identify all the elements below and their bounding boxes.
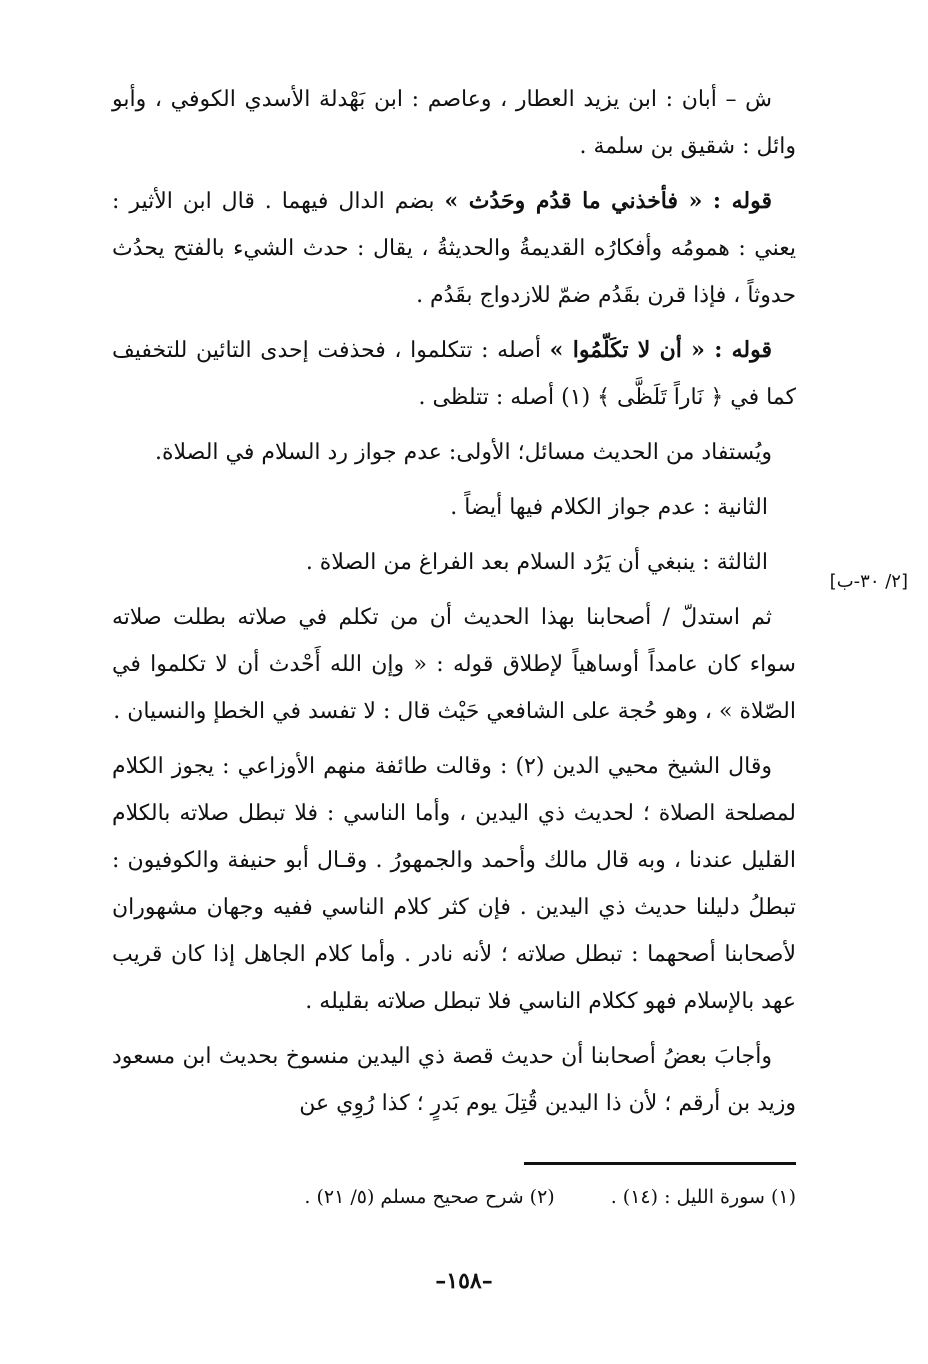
paragraph-lessons-intro bbox=[112, 429, 796, 476]
paragraph-response bbox=[112, 1033, 796, 1127]
paragraph-text: أصله : تتكلموا ، فحذفت إحدى التائين للتخفيف كما في ﴿ نَاراً تَلَظَّى ﴾ (١) أصله : تتلظى . bbox=[112, 338, 796, 410]
footnote-separator bbox=[524, 1162, 796, 1165]
footnote-2: (٢) شرح صحيح مسلم (٥/ ٢١) . bbox=[304, 1186, 555, 1208]
paragraph-muhyi-al-din bbox=[112, 743, 796, 1025]
paragraph-qawluhu-1 bbox=[112, 178, 796, 319]
paragraph-lesson-2 bbox=[112, 484, 796, 531]
paragraph-text: الثانية : عدم جواز الكلام فيها أيضاً . bbox=[450, 495, 768, 520]
main-text bbox=[112, 76, 796, 1135]
paragraph-qawluhu-2 bbox=[112, 327, 796, 421]
paragraph-commentary-intro bbox=[112, 76, 796, 170]
footnotes bbox=[112, 1180, 796, 1214]
page-number: –١٥٨– bbox=[435, 1268, 493, 1294]
paragraph-text: الثالثة : ينبغي أن يَرُد السلام بعد الفراغ من الصلاة . bbox=[305, 550, 768, 575]
paragraph-text: بضم الدال فيهما . قال ابن الأثير : يعني : همومُه وأفكارُه القديمةُ والحديثةُ ، يقال : حدث الشيء بالفتح يحدُث حدوثاً ، فإذا قرن بقَدُم ضمّ للازدواج بقَدُم . bbox=[112, 189, 796, 308]
footnote-1: (١) سورة الليل : (١٤) . bbox=[610, 1186, 796, 1208]
quoted-phrase: قوله : « أن لا تكَلّمُوا » bbox=[549, 337, 772, 363]
paragraph-text: ثم استدلّ / أصحابنا بهذا الحديث أن من تكلم في صلاته بطلت صلاته سواء كان عامداً أوساهياً لإطلاق قوله : « وإن الله أَحْدث أن لا تكلموا في الصّلاة » ، وهو حُجة على الشافعي حَيْث قال : لا تفسد في الخطإ والنسيان . bbox=[112, 605, 796, 724]
paragraph-istidlal bbox=[112, 594, 796, 735]
paragraph-text: ش – أبان : ابن يزيد العطار ، وعاصم : ابن بَهْدلة الأسدي الكوفي ، وأبو وائل : شقيق بن سلمة . bbox=[112, 87, 796, 159]
margin-folio-note: [٢/ ٣٠-ب] bbox=[829, 571, 908, 592]
paragraph-text: وأجابَ بعضُ أصحابنا أن حديث قصة ذي اليدين منسوخ بحديث ابن مسعود وزيد بن أرقم ؛ لأن ذا اليدين قُتِلَ يوم بَدرٍ ؛ كذا رُوِي عن bbox=[112, 1044, 796, 1116]
paragraph-text: وقال الشيخ محيي الدين (٢) : وقالت طائفة منهم الأوزاعي : يجوز الكلام لمصلحة الصلاة ؛ لحديث ذي اليدين ، وأما الناسي : فلا تبطل صلاته بالكلام القليل عندنا ، وبه قال مالك وأحمد والجمهورُ . وقـال أبو حنيفة والكوفيون : تبطلُ دليلنا حديث ذي اليدين . فإن كثر كلام الناسي ففيه وجهان مشهوران لأصحابنا أصحهما : تبطل صلاته ؛ لأنه نادر . وأما كلام الجاهل إذا كان قريب عهد بالإسلام فهو ككلام الناسي فلا تبطل صلاته بقليله . bbox=[112, 754, 796, 1014]
paragraph-lesson-3 bbox=[112, 539, 796, 586]
quoted-phrase: قوله : « فأخذني ما قدُم وحَدُث » bbox=[444, 188, 772, 214]
paragraph-text: ويُستفاد من الحديث مسائل؛ الأولى: عدم جواز رد السلام في الصلاة. bbox=[154, 440, 772, 465]
